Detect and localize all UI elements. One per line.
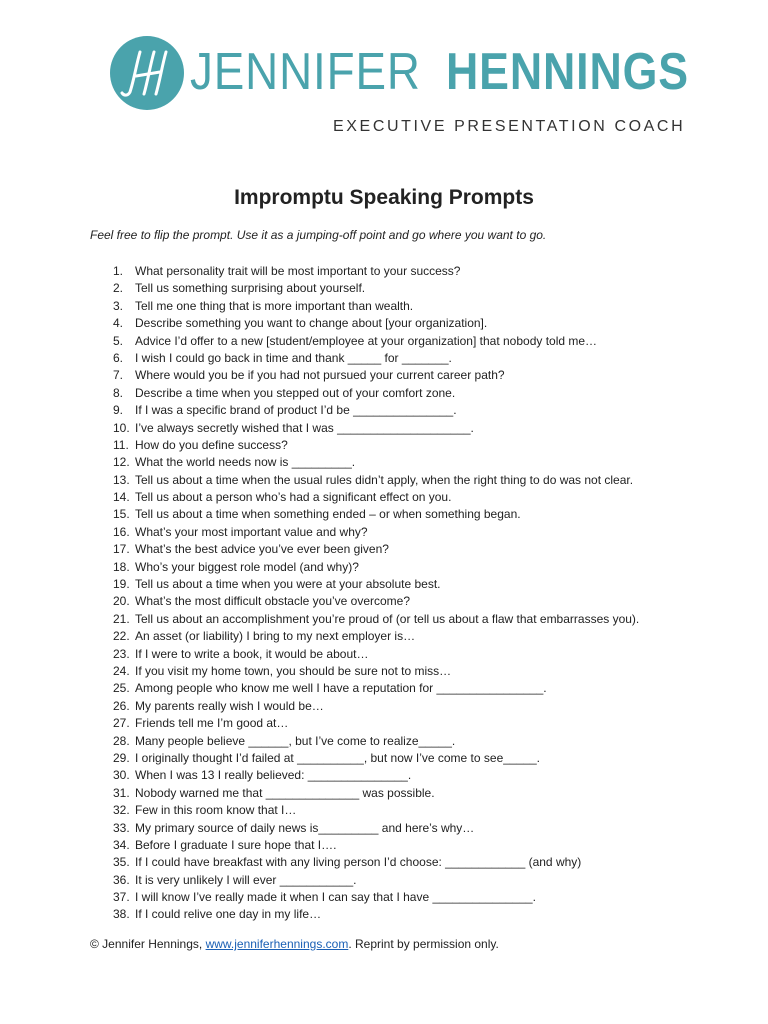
prompt-text: My parents really wish I would be…	[135, 698, 324, 713]
prompt-text: How do you define success?	[135, 437, 288, 452]
prompt-text: What personality trait will be most important to your success?	[135, 264, 461, 278]
prompt-text: What’s your most important value and why?	[135, 524, 368, 539]
prompt-number: 15.	[113, 507, 130, 522]
prompt-number: 5.	[113, 333, 124, 348]
prompt-text: Few in this room know that I…	[135, 803, 297, 818]
prompt-number: 23.	[113, 646, 130, 661]
prompt-item	[113, 750, 639, 767]
prompt-text: When I was 13 I really believed: _______________.	[135, 768, 412, 783]
prompt-text: It is very unlikely I will ever ___________.	[135, 872, 357, 887]
footer-copyright: © Jennifer Hennings,	[90, 937, 206, 951]
prompt-text: Among people who know me well I have a reputation for ________________.	[135, 681, 547, 696]
website-link[interactable]: www.jenniferhennings.com	[205, 937, 349, 951]
prompt-number: 20.	[113, 594, 130, 609]
letterhead	[0, 0, 768, 150]
prompt-number: 18.	[113, 559, 130, 574]
prompt-text: Advice I’d offer to a new [student/employee at your organization] that nobody told me…	[135, 333, 598, 348]
prompt-number: 25.	[113, 681, 130, 696]
prompt-item	[113, 854, 639, 871]
prompt-item	[113, 280, 639, 297]
prompt-text: Before I graduate I sure hope that I….	[135, 837, 337, 852]
prompt-number: 30.	[113, 768, 130, 783]
prompt-text: If you visit my home town, you should be sure not to miss…	[135, 663, 452, 678]
prompt-item	[113, 541, 639, 558]
prompt-number: 12.	[113, 455, 130, 470]
prompt-text: If I were to write a book, it would be about…	[135, 646, 369, 661]
prompt-number: 16.	[113, 524, 130, 539]
prompt-item	[113, 889, 639, 906]
prompt-item	[113, 611, 639, 628]
prompt-item	[113, 837, 639, 854]
prompt-item	[113, 506, 639, 523]
prompt-text: Many people believe ______, but I’ve come to realize_____.	[135, 733, 456, 748]
prompt-item	[113, 698, 639, 715]
prompt-item	[113, 315, 639, 332]
prompt-item	[113, 333, 639, 350]
prompt-item	[113, 715, 639, 732]
prompt-number: 32.	[113, 803, 130, 818]
prompt-number: 36.	[113, 872, 130, 887]
prompt-number: 19.	[113, 577, 130, 592]
prompt-item	[113, 472, 639, 489]
prompt-text: I wish I could go back in time and thank _____ for _______.	[135, 350, 452, 365]
prompt-number: 27.	[113, 716, 130, 731]
prompt-number: 24.	[113, 663, 130, 678]
prompt-number: 9.	[113, 403, 124, 418]
prompt-number: 14.	[113, 490, 130, 505]
prompt-number: 3.	[113, 298, 124, 313]
footer	[90, 937, 499, 951]
prompt-text: An asset (or liability) I bring to my next employer is…	[135, 629, 416, 644]
prompt-item	[113, 906, 639, 923]
prompt-item	[113, 559, 639, 576]
prompt-item	[113, 524, 639, 541]
prompt-number: 4.	[113, 316, 124, 331]
prompt-text: Friends tell me I’m good at…	[135, 716, 289, 731]
prompt-item	[113, 367, 639, 384]
prompt-number: 34.	[113, 837, 130, 852]
prompt-text: If I could have breakfast with any living person I’d choose: ____________ (and why)	[135, 855, 582, 870]
prompt-number: 11.	[113, 437, 129, 452]
prompt-item	[113, 767, 639, 784]
prompt-number: 21.	[113, 611, 130, 626]
prompt-number: 13.	[113, 472, 130, 487]
prompt-number: 38.	[113, 907, 130, 922]
prompt-item	[113, 298, 639, 315]
prompt-text: Who’s your biggest role model (and why)?	[135, 559, 359, 574]
prompt-number: 2.	[113, 281, 124, 296]
prompt-number: 6.	[113, 350, 124, 365]
prompt-text: What the world needs now is _________.	[135, 455, 356, 470]
prompt-text: If I was a specific brand of product I’d be _______________.	[135, 403, 457, 418]
prompt-text: Nobody warned me that ______________ was possible.	[135, 785, 435, 800]
prompt-item	[113, 402, 639, 419]
prompt-text: What’s the best advice you’ve ever been given?	[135, 542, 389, 557]
prompt-item	[113, 385, 639, 402]
prompt-item	[113, 733, 639, 750]
prompt-number: 29.	[113, 750, 130, 765]
prompt-item	[113, 628, 639, 645]
intro-text: Feel free to flip the prompt. Use it as a jumping-off point and go where you want to go.	[90, 228, 547, 242]
prompt-item	[113, 454, 639, 471]
prompt-text: Describe a time when you stepped out of your comfort zone.	[135, 385, 456, 400]
prompt-number: 8.	[113, 385, 124, 400]
prompt-text: Where would you be if you had not pursued your current career path?	[135, 368, 505, 383]
prompt-number: 26.	[113, 698, 130, 713]
prompt-list	[113, 263, 639, 924]
prompt-item	[113, 350, 639, 367]
brand-tagline: EXECUTIVE PRESENTATION COACH	[333, 118, 686, 135]
prompt-number: 17.	[113, 542, 130, 557]
prompt-item	[113, 663, 639, 680]
prompt-text: Tell us about a time when the usual rules didn’t apply, when the right thing to do was not clear.	[135, 472, 634, 487]
prompt-text: If I could relive one day in my life…	[135, 907, 322, 922]
prompt-number: 22.	[113, 629, 130, 644]
prompt-text: Tell me one thing that is more important than wealth.	[135, 298, 414, 313]
jh-monogram-logo	[110, 36, 184, 110]
prompt-number: 31.	[113, 785, 130, 800]
brand-last-name: HENNINGS	[446, 43, 689, 101]
prompt-number: 37.	[113, 890, 130, 905]
prompt-number: 28.	[113, 733, 130, 748]
prompt-text: I originally thought I’d failed at __________, but now I’ve come to see_____.	[135, 750, 540, 765]
prompt-text: Tell us about an accomplishment you’re proud of (or tell us about a flaw that embarrasses you).	[135, 611, 640, 626]
prompt-text: I’ve always secretly wished that I was ____________________.	[135, 420, 474, 435]
prompt-text: Tell us something surprising about yourself.	[135, 281, 366, 296]
prompt-item	[113, 802, 639, 819]
document-title: Impromptu Speaking Prompts	[234, 186, 534, 209]
prompt-item	[113, 489, 639, 506]
prompt-number: 1.	[113, 264, 124, 278]
prompt-number: 10.	[113, 420, 130, 435]
prompt-text: My primary source of daily news is_________ and here’s why…	[135, 820, 475, 835]
prompt-text: I will know I’ve really made it when I can say that I have _______________.	[135, 890, 536, 905]
prompt-number: 35.	[113, 855, 130, 870]
prompt-number: 7.	[113, 368, 124, 383]
prompt-text: Tell us about a time when something ended – or when something began.	[135, 507, 521, 522]
prompt-text: What’s the most difficult obstacle you’ve overcome?	[135, 594, 411, 609]
prompt-item	[113, 872, 639, 889]
prompt-item	[113, 646, 639, 663]
brand-first-name: JENNIFER	[190, 43, 421, 101]
footer-note: . Reprint by permission only.	[348, 937, 499, 951]
prompt-item	[113, 820, 639, 837]
prompt-item	[113, 437, 639, 454]
prompt-item	[113, 263, 639, 280]
prompt-item	[113, 785, 639, 802]
prompt-text: Describe something you want to change about [your organization].	[135, 316, 488, 331]
prompt-number: 33.	[113, 820, 130, 835]
prompt-item	[113, 420, 639, 437]
prompt-item	[113, 576, 639, 593]
prompt-item	[113, 593, 639, 610]
prompt-item	[113, 680, 639, 697]
prompt-text: Tell us about a time when you were at your absolute best.	[135, 577, 441, 592]
prompt-text: Tell us about a person who’s had a significant effect on you.	[135, 490, 452, 505]
